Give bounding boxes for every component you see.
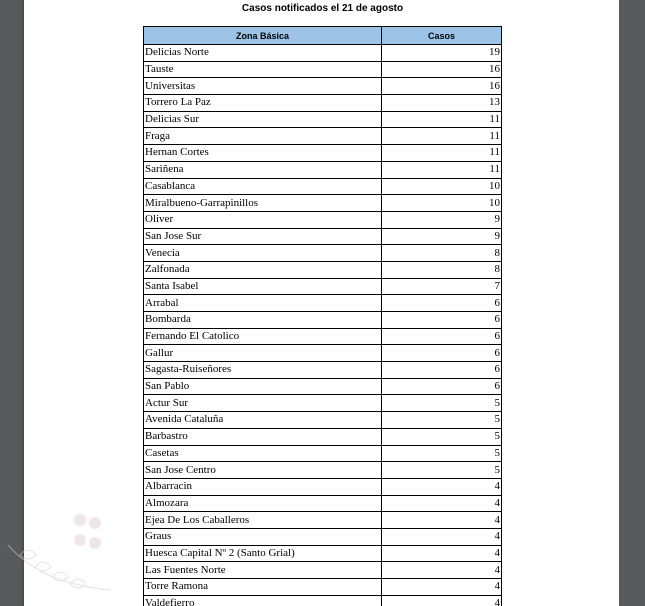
zona-cell: Zalfonada [144, 261, 382, 278]
zona-cell: Fernando El Catolico [144, 328, 382, 345]
viewer-scrollbar[interactable] [619, 0, 645, 606]
table-row [144, 261, 502, 278]
table-row [144, 78, 502, 95]
zona-cell: Oliver [144, 211, 382, 228]
zona-cell: Sariñena [144, 161, 382, 178]
table-row [144, 395, 502, 412]
zona-cell: Avenida Cataluña [144, 412, 382, 429]
casos-cell: 5 [382, 428, 502, 445]
casos-cell: 5 [382, 395, 502, 412]
table-row [144, 328, 502, 345]
casos-cell: 6 [382, 378, 502, 395]
zona-cell: Miralbueno-Garrapinillos [144, 195, 382, 212]
column-header-zona: Zona Básica [144, 27, 382, 45]
casos-cell: 4 [382, 562, 502, 579]
table-row [144, 245, 502, 262]
viewer-margin-left [0, 0, 24, 606]
zona-cell: San Jose Centro [144, 462, 382, 479]
column-header-casos: Casos [382, 27, 502, 45]
document-page[interactable] [24, 0, 619, 606]
zona-cell: Bombarda [144, 312, 382, 329]
table-row [144, 512, 502, 529]
zona-cell: Gallur [144, 345, 382, 362]
table-row [144, 111, 502, 128]
casos-cell: 13 [382, 95, 502, 112]
table-row [144, 445, 502, 462]
zona-cell: Delicias Norte [144, 45, 382, 62]
casos-cell: 4 [382, 528, 502, 545]
zona-cell: Barbastro [144, 428, 382, 445]
table-row [144, 128, 502, 145]
zona-cell: Fraga [144, 128, 382, 145]
table-row [144, 362, 502, 379]
table-row [144, 595, 502, 606]
casos-cell: 9 [382, 211, 502, 228]
zona-cell: Torre Ramona [144, 579, 382, 596]
zona-cell: Ejea De Los Caballeros [144, 512, 382, 529]
zona-cell: Universitas [144, 78, 382, 95]
table-row [144, 95, 502, 112]
table-row [144, 562, 502, 579]
casos-cell: 8 [382, 245, 502, 262]
zona-cell: Sagasta-Ruiseñores [144, 362, 382, 379]
zona-cell: Casetas [144, 445, 382, 462]
zona-cell: Huesca Capital Nº 2 (Santo Grial) [144, 545, 382, 562]
table-row [144, 295, 502, 312]
zona-cell: Almozara [144, 495, 382, 512]
table-row [144, 478, 502, 495]
zona-cell: Las Fuentes Norte [144, 562, 382, 579]
table-row [144, 462, 502, 479]
casos-cell: 11 [382, 145, 502, 162]
zona-cell: Graus [144, 528, 382, 545]
casos-cell: 6 [382, 295, 502, 312]
zona-cell: Delicias Sur [144, 111, 382, 128]
casos-cell: 16 [382, 78, 502, 95]
casos-cell: 4 [382, 512, 502, 529]
casos-cell: 11 [382, 111, 502, 128]
zona-cell: Casablanca [144, 178, 382, 195]
table-row [144, 145, 502, 162]
table-row [144, 545, 502, 562]
zona-cell: Albarracin [144, 478, 382, 495]
zona-cell: Santa Isabel [144, 278, 382, 295]
casos-cell: 4 [382, 495, 502, 512]
cases-table [143, 26, 502, 606]
casos-cell: 6 [382, 312, 502, 329]
zona-cell: San Pablo [144, 378, 382, 395]
zona-cell: Venecia [144, 245, 382, 262]
table-row [144, 61, 502, 78]
table-header-row [144, 27, 502, 45]
table-row [144, 345, 502, 362]
table-row [144, 412, 502, 429]
table-row [144, 195, 502, 212]
table-row [144, 528, 502, 545]
casos-cell: 16 [382, 61, 502, 78]
zona-cell: Hernan Cortes [144, 145, 382, 162]
zona-cell: Arrabal [144, 295, 382, 312]
casos-cell: 11 [382, 161, 502, 178]
table-row [144, 428, 502, 445]
table-row [144, 378, 502, 395]
casos-cell: 7 [382, 278, 502, 295]
casos-cell: 5 [382, 412, 502, 429]
casos-cell: 10 [382, 195, 502, 212]
zona-cell: Actur Sur [144, 395, 382, 412]
casos-cell: 8 [382, 261, 502, 278]
table-row [144, 312, 502, 329]
table-row [144, 161, 502, 178]
zona-cell: Valdefierro [144, 595, 382, 606]
casos-cell: 6 [382, 345, 502, 362]
casos-cell: 4 [382, 579, 502, 596]
casos-cell: 6 [382, 328, 502, 345]
table-row [144, 211, 502, 228]
table-row [144, 495, 502, 512]
zona-cell: Tauste [144, 61, 382, 78]
casos-cell: 19 [382, 45, 502, 62]
casos-cell: 4 [382, 545, 502, 562]
casos-cell: 11 [382, 128, 502, 145]
casos-cell: 5 [382, 445, 502, 462]
casos-cell: 10 [382, 178, 502, 195]
casos-cell: 4 [382, 478, 502, 495]
table-row [144, 228, 502, 245]
zona-cell: San Jose Sur [144, 228, 382, 245]
table-row [144, 579, 502, 596]
table-row [144, 178, 502, 195]
zona-cell: Torrero La Paz [144, 95, 382, 112]
casos-cell: 9 [382, 228, 502, 245]
casos-cell: 5 [382, 462, 502, 479]
table-row [144, 278, 502, 295]
casos-cell: 4 [382, 595, 502, 606]
page-title: Casos notificados el 21 de agosto [241, 3, 404, 14]
casos-cell: 6 [382, 362, 502, 379]
table-row [144, 45, 502, 62]
